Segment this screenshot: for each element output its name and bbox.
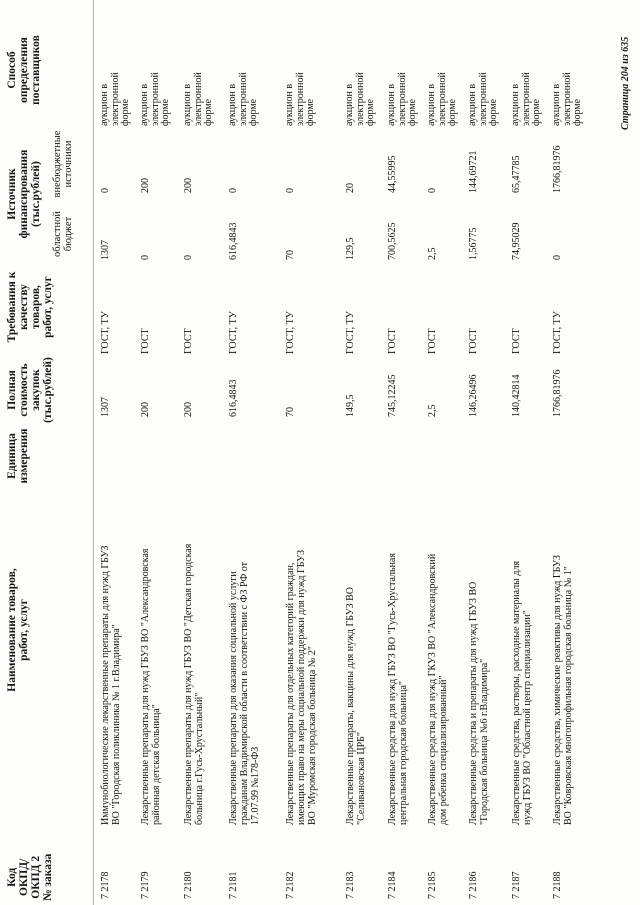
cell-method-line: электронной xyxy=(396,72,408,126)
cell-cost: 200 xyxy=(183,402,194,417)
header-method xyxy=(6,15,42,125)
cell-method-line: форме xyxy=(488,98,499,126)
cell-regional-budget: 0 xyxy=(552,255,563,260)
cell-method-line: форме xyxy=(572,98,583,126)
cell-code: 7 2185 xyxy=(427,871,438,899)
cell-requirements: ГОСТ, ТУ xyxy=(100,311,111,354)
cell-code: 7 2181 xyxy=(228,871,239,899)
cell-method-line: аукцион в xyxy=(284,83,295,126)
cell-method-line: аукцион в xyxy=(551,83,562,126)
header-name-line: работ, услуг xyxy=(18,599,30,661)
cell-requirements: ГОСТ xyxy=(468,328,479,354)
header-unit xyxy=(6,425,30,487)
cell-method xyxy=(552,31,584,126)
cell-requirements: ГОСТ, ТУ xyxy=(345,311,356,354)
header-src-obl-line: областной xyxy=(52,211,63,257)
cell-method-line: аукцион в xyxy=(182,83,193,126)
cell-requirements: ГОСТ xyxy=(183,328,194,354)
cell-name-line: районная детская больница" xyxy=(151,704,162,825)
header-cost-line: (тыс.рублей) xyxy=(42,357,54,423)
cell-name xyxy=(552,495,574,825)
cell-method-line: форме xyxy=(407,98,418,126)
header-cost-line: Полная xyxy=(6,370,18,410)
cell-cost: 1766,81976 xyxy=(552,369,563,417)
cell-name-line: Лекарственные препараты для отдельных категорий граждан, xyxy=(285,562,296,825)
cell-code: 7 2187 xyxy=(511,871,522,899)
cell-extrabudget: 200 xyxy=(183,178,194,193)
cell-method-line: электронной xyxy=(520,72,532,126)
cell-method xyxy=(183,31,215,126)
header-requirements xyxy=(6,261,54,353)
cell-name-line: Лекарственные препараты для нужд ГБУЗ ВО "Александровская xyxy=(140,548,151,825)
header-cost xyxy=(6,357,54,423)
header-src-line: финансирования xyxy=(18,149,30,239)
cell-requirements: ГОСТ xyxy=(387,328,398,354)
cell-name xyxy=(285,495,318,825)
cell-method-line: аукцион в xyxy=(467,83,478,126)
cell-name xyxy=(228,495,261,825)
header-src-obl-line: бюджет xyxy=(63,216,74,252)
cell-regional-budget: 616,4843 xyxy=(228,222,239,260)
cell-name-line: Лекарственные средства для нужд ГКУЗ ВО "Александровский xyxy=(427,553,438,825)
cell-extrabudget: 0 xyxy=(427,188,438,193)
cell-method-line: электронной xyxy=(294,72,306,126)
cell-method-line: форме xyxy=(531,98,542,126)
cell-method-line: электронной xyxy=(149,72,161,126)
page-number: Страница 204 из 635 xyxy=(620,36,631,130)
header-code-line: ОКПД 2 xyxy=(30,855,42,899)
cell-method xyxy=(285,31,317,126)
header-src-vne-line: внебюджетные xyxy=(52,130,63,198)
cell-requirements: ГОСТ xyxy=(140,328,151,354)
header-name-line: Наименование товаров, xyxy=(6,568,18,692)
cell-name-line: Лекарственные средства, химические реактивы для нужд ГБУЗ xyxy=(552,555,563,825)
cell-code: 7 2184 xyxy=(387,871,398,899)
cell-name-line: Лекарственные препараты для нужд ГБУЗ ВО "Детская городская xyxy=(183,543,194,825)
header-code xyxy=(6,854,54,901)
header-src-line: Источник xyxy=(6,168,18,220)
cell-method-line: форме xyxy=(160,98,171,126)
cell-name-line: Лекарственные средства, растворы, расходные материалы для xyxy=(511,560,522,825)
cell-cost: 200 xyxy=(140,402,151,417)
cell-cost: 1307 xyxy=(100,397,111,417)
cell-method-line: электронной xyxy=(192,72,204,126)
cell-method-line: электронной xyxy=(561,72,573,126)
header-code-line: № заказа xyxy=(42,853,54,901)
header-code-line: Код xyxy=(6,867,18,887)
cell-requirements: ГОСТ, ТУ xyxy=(228,311,239,354)
cell-regional-budget: 0 xyxy=(140,255,151,260)
cell-regional-budget: 74,95029 xyxy=(511,222,522,260)
cell-method xyxy=(140,31,172,126)
cell-name-line: Лекарственные средства для нужд ГБУЗ ВО "Гусь-Хрустальная xyxy=(387,553,398,825)
cell-method-line: форме xyxy=(447,98,458,126)
cell-method-line: форме xyxy=(365,98,376,126)
cell-extrabudget: 0 xyxy=(285,188,296,193)
cell-regional-budget: 70 xyxy=(285,250,296,260)
cell-method xyxy=(100,31,132,126)
cell-name-line: гражданам Владимирской области в соответствии с ФЗ РФ от xyxy=(239,562,250,825)
cell-regional-budget: 0 xyxy=(183,255,194,260)
cell-method-line: форме xyxy=(120,98,131,126)
header-req-line: Требования к xyxy=(6,271,18,343)
cell-name-line: "Городская больница №6 г.Владимира" xyxy=(479,658,490,825)
cell-cost: 745,12245 xyxy=(387,374,398,417)
cell-name-line: нужд ГБУЗ ВО "Областной центр специализации" xyxy=(522,610,533,825)
cell-name xyxy=(140,495,162,825)
cell-method-line: электронной xyxy=(109,72,121,126)
cell-method-line: аукцион в xyxy=(139,83,150,126)
header-unit-line: Единица xyxy=(6,433,18,479)
header-method-line: Способ xyxy=(6,51,18,89)
header-source xyxy=(6,128,42,260)
header-code-line: ОКПД/ xyxy=(18,858,30,896)
header-source-regional xyxy=(52,203,74,265)
cell-method-line: аукцион в xyxy=(426,83,437,126)
cell-name-line: "Селивановская ЦРБ" xyxy=(356,732,367,825)
cell-method-line: форме xyxy=(203,98,214,126)
cell-code: 7 2188 xyxy=(552,871,563,899)
cell-method-line: аукцион в xyxy=(510,83,521,126)
cell-extrabudget: 44,55995 xyxy=(387,155,398,193)
cell-name xyxy=(100,495,122,825)
header-src-vne-line: источники xyxy=(63,140,74,188)
header-cost-line: закупок xyxy=(30,369,42,411)
cell-regional-budget: 700,5625 xyxy=(387,222,398,260)
cell-name xyxy=(468,495,490,825)
cell-method-line: форме xyxy=(248,98,259,126)
header-req-line: работ, услуг xyxy=(42,276,54,338)
cell-requirements: ГОСТ, ТУ xyxy=(285,311,296,354)
cell-name-line: 17.07.99 №178-ФЗ xyxy=(250,746,261,825)
cell-requirements: ГОСТ xyxy=(511,328,522,354)
cell-name-line: Лекарственные препараты, вакцины для нужд ГБУЗ ВО xyxy=(345,587,356,825)
cell-cost: 616,4843 xyxy=(228,379,239,417)
cell-extrabudget: 20 xyxy=(345,183,356,193)
cell-method xyxy=(427,31,459,126)
cell-requirements: ГОСТ xyxy=(427,328,438,354)
cell-extrabudget: 65,47785 xyxy=(511,155,522,193)
cell-cost: 149,5 xyxy=(345,394,356,417)
header-name xyxy=(6,515,30,745)
cell-name xyxy=(511,495,533,825)
cell-extrabudget: 144,69721 xyxy=(468,150,479,193)
cell-name-line: больница г.Гусь-Хрустальный" xyxy=(194,692,205,825)
cell-regional-budget: 1,56775 xyxy=(468,227,479,260)
header-method-line: поставщиков xyxy=(30,35,42,105)
header-divider xyxy=(93,0,94,905)
cell-name xyxy=(387,495,409,825)
header-method-line: определения xyxy=(18,37,30,103)
cell-name-line: Лекарственные препараты для оказания социальной услуги xyxy=(228,571,239,825)
cell-regional-budget: 129,5 xyxy=(345,237,356,260)
cell-extrabudget: 1766,81976 xyxy=(552,145,563,193)
cell-cost: 2,5 xyxy=(427,404,438,417)
header-source-extrabudget xyxy=(52,125,74,203)
cell-extrabudget: 0 xyxy=(228,188,239,193)
cell-name-line: дом ребенка специализированный" xyxy=(438,675,449,825)
cell-method-line: электронной xyxy=(436,72,448,126)
cell-method xyxy=(468,31,500,126)
cell-code: 7 2180 xyxy=(183,871,194,899)
cell-requirements: ГОСТ, ТУ xyxy=(552,311,563,354)
header-req-line: качеству товаров, xyxy=(18,284,42,330)
header-src-line: (тыс.рублей) xyxy=(30,161,42,227)
header-cost-line: стоимость xyxy=(18,363,30,417)
cell-extrabudget: 200 xyxy=(140,178,151,193)
cell-cost: 140,42814 xyxy=(511,374,522,417)
cell-code: 7 2179 xyxy=(140,871,151,899)
cell-cost: 70 xyxy=(285,407,296,417)
cell-regional-budget: 2,5 xyxy=(427,247,438,260)
cell-name xyxy=(345,495,367,825)
cell-name-line: Лекарственные средства и препараты для нужд ГБУЗ ВО xyxy=(468,581,479,825)
cell-method xyxy=(228,31,260,126)
cell-cost: 146,26496 xyxy=(468,374,479,417)
cell-method xyxy=(511,31,543,126)
cell-name xyxy=(183,495,205,825)
cell-method-line: форме xyxy=(305,98,316,126)
cell-code: 7 2183 xyxy=(345,871,356,899)
cell-method-line: аукцион в xyxy=(344,83,355,126)
cell-regional-budget: 1307 xyxy=(100,240,111,260)
cell-code: 7 2178 xyxy=(100,871,111,899)
cell-method-line: электронной xyxy=(354,72,366,126)
cell-method-line: электронной xyxy=(477,72,489,126)
cell-name-line: ВО "Городская поликлиника № 1 г.Владимира" xyxy=(111,624,122,825)
cell-method-line: электронной xyxy=(237,72,249,126)
cell-name-line: ВО "Ковровская многопрофильная городская больница № 1" xyxy=(563,566,574,825)
cell-method-line: аукцион в xyxy=(227,83,238,126)
cell-method-line: аукцион в xyxy=(99,83,110,126)
header-unit-line: измерения xyxy=(18,428,30,484)
cell-name-line: имеющих право на меры социальной поддержки для нужд ГБУЗ xyxy=(296,549,307,825)
cell-extrabudget: 0 xyxy=(100,188,111,193)
cell-method-line: аукцион в xyxy=(386,83,397,126)
cell-method xyxy=(345,31,377,126)
cell-name-line: Иммунобиологические лекарственные препараты для нужд ГБУЗ xyxy=(100,545,111,825)
cell-name-line: центральная городская больница" xyxy=(398,680,409,825)
cell-name-line: ВО "Муромская городская больница № 2" xyxy=(307,646,318,825)
cell-name xyxy=(427,495,449,825)
cell-code: 7 2182 xyxy=(285,871,296,899)
cell-method xyxy=(387,31,419,126)
cell-code: 7 2186 xyxy=(468,871,479,899)
